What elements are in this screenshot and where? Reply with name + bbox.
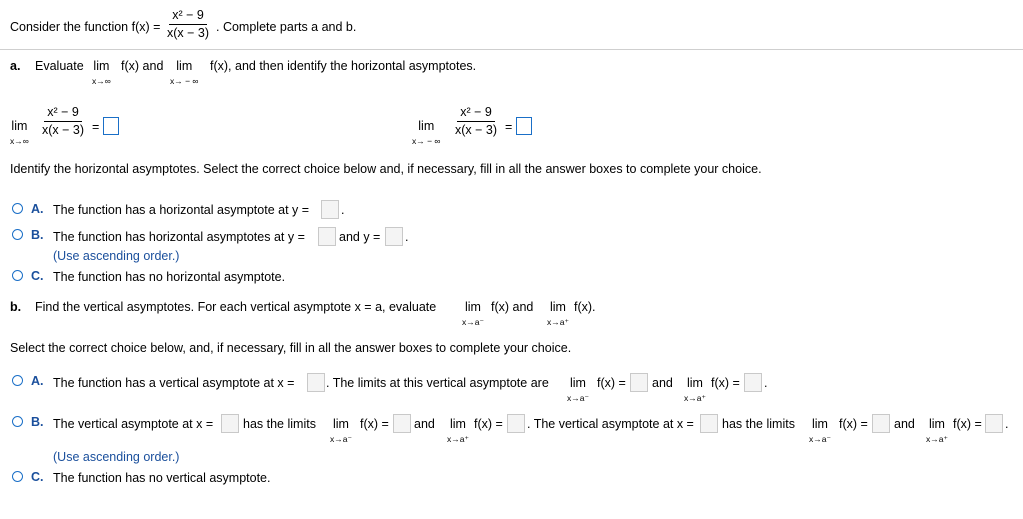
- ha-choice-b-note: (Use ascending order.): [53, 249, 180, 263]
- va-choice-b-has-limits-1: has the limits: [243, 417, 316, 431]
- va-choice-b-has-limits-2: has the limits: [722, 417, 795, 431]
- part-b-text: Find the vertical asymptotes. For each vertical asymptote x = a, evaluate: [35, 300, 437, 314]
- va-choice-b-box-1[interactable]: [393, 414, 411, 433]
- va-choice-b-text: The vertical asymptote at x =: [53, 417, 214, 431]
- va-choice-b-note: (Use ascending order.): [53, 450, 180, 464]
- va-choice-b-x-box-2[interactable]: [700, 414, 718, 433]
- header-prefix: Consider the function f(x) =: [10, 20, 161, 34]
- va-choice-b-limit-plus-1: lim x→a⁺: [447, 417, 469, 444]
- va-choice-b-period: .: [1005, 417, 1009, 431]
- ha-choice-a-period: .: [341, 203, 345, 217]
- va-choice-b-box-4[interactable]: [985, 414, 1003, 433]
- va-choice-a-letter: A.: [31, 374, 44, 388]
- va-choice-a-limit-plus: lim x→a⁺: [684, 376, 706, 403]
- va-choice-b-fx-3: f(x) =: [839, 417, 868, 431]
- ha-choice-b-text: The function has horizontal asymptotes at y =: [53, 230, 305, 244]
- va-choice-b-box-2[interactable]: [507, 414, 525, 433]
- eq2-answer-box[interactable]: [516, 117, 532, 135]
- eq1-answer-box[interactable]: [103, 117, 119, 135]
- eq1-limit: lim x→∞: [10, 119, 29, 146]
- va-choice-b-second: . The vertical asymptote at x =: [527, 417, 694, 431]
- select-prompt: Select the correct choice below, and, if necessary, fill in all the answer boxes to complete your choice.: [10, 341, 572, 355]
- va-choice-a-period: .: [764, 376, 768, 390]
- va-choice-a-x-box[interactable]: [307, 373, 325, 392]
- ha-choice-b-box-1[interactable]: [318, 227, 336, 246]
- part-a-fx-then: f(x), and then identify the horizontal asymptotes.: [210, 59, 477, 73]
- header-suffix: . Complete parts a and b.: [216, 20, 357, 34]
- va-choice-a-limit-minus: lim x→a⁻: [567, 376, 589, 403]
- va-choice-c-letter: C.: [31, 470, 44, 484]
- function-fraction: [167, 9, 209, 39]
- va-choice-a-fx-2: f(x) =: [711, 376, 740, 390]
- va-choice-b-fx-2: f(x) =: [474, 417, 503, 431]
- part-b-limit-plus: lim x→a⁺: [547, 300, 569, 327]
- part-a-evaluate-text: Evaluate: [35, 59, 84, 73]
- part-a-fx-and: f(x) and: [121, 59, 164, 73]
- va-choice-a-box-1[interactable]: [630, 373, 648, 392]
- limit-pos-inf: lim x→∞: [92, 59, 111, 86]
- va-choice-c-text: The function has no vertical asymptote.: [53, 471, 271, 485]
- va-choice-b-limit-plus-2: lim x→a⁺: [926, 417, 948, 444]
- va-choice-b-letter: B.: [31, 415, 44, 429]
- va-choice-b-radio[interactable]: [12, 416, 23, 427]
- ha-choice-b-and: and y =: [339, 230, 381, 244]
- va-choice-c-radio[interactable]: [12, 471, 23, 482]
- va-choice-a-box-2[interactable]: [744, 373, 762, 392]
- va-choice-b-and-2: and: [894, 417, 915, 431]
- eq2-equals: =: [505, 120, 513, 134]
- eq1-equals: =: [92, 120, 100, 134]
- part-b-label: b.: [10, 300, 22, 314]
- va-choice-b-and-1: and: [414, 417, 435, 431]
- va-choice-b-limit-minus-2: lim x→a⁻: [809, 417, 831, 444]
- ha-choice-b-period: .: [405, 230, 409, 244]
- function-denominator: x(x − 3): [167, 25, 210, 40]
- part-b-fx-end: f(x).: [574, 300, 596, 314]
- va-choice-a-radio[interactable]: [12, 375, 23, 386]
- part-b-fx-and: f(x) and: [491, 300, 534, 314]
- va-choice-a-fx-1: f(x) =: [597, 376, 626, 390]
- ha-choice-c-radio[interactable]: [12, 270, 23, 281]
- ha-choice-a-text: The function has a horizontal asymptote at y =: [53, 203, 310, 217]
- ha-choice-b-radio[interactable]: [12, 229, 23, 240]
- ha-choice-c-letter: C.: [31, 269, 44, 283]
- va-choice-a-limits-text: . The limits at this vertical asymptote are: [326, 376, 549, 390]
- eq2-limit: lim x→ − ∞: [412, 119, 441, 146]
- va-choice-b-fx-1: f(x) =: [360, 417, 389, 431]
- header-divider: [0, 49, 1023, 50]
- va-choice-b-box-3[interactable]: [872, 414, 890, 433]
- ha-choice-b-letter: B.: [31, 228, 44, 242]
- ha-choice-a-box[interactable]: [321, 200, 339, 219]
- eq2-fraction: $\frac{\text{x² − 9}}{x(x - 3)}$: [455, 105, 498, 137]
- ha-choice-c-text: The function has no horizontal asymptote.: [53, 270, 286, 284]
- va-choice-b-x-box-1[interactable]: [221, 414, 239, 433]
- eq1-fraction: $\frac{\text{x² − 9}}{x(x - 3)}$: [42, 105, 85, 137]
- va-choice-b-fx-4: f(x) =: [953, 417, 982, 431]
- ha-choice-b-box-2[interactable]: [385, 227, 403, 246]
- function-numerator: x² − 9: [169, 9, 207, 25]
- identify-prompt: Identify the horizontal asymptotes. Select the correct choice below and, if necessary, fill in all the answer boxes to complete your choice.: [10, 162, 762, 176]
- va-choice-a-text: The function has a vertical asymptote at x =: [53, 376, 295, 390]
- limit-neg-inf: lim x→ − ∞: [170, 59, 199, 86]
- va-choice-b-limit-minus-1: lim x→a⁻: [330, 417, 352, 444]
- part-b-limit-minus: lim x→a⁻: [462, 300, 484, 327]
- va-choice-a-and: and: [652, 376, 673, 390]
- ha-choice-a-radio[interactable]: [12, 203, 23, 214]
- part-a-label: a.: [10, 59, 21, 73]
- ha-choice-a-letter: A.: [31, 202, 44, 216]
